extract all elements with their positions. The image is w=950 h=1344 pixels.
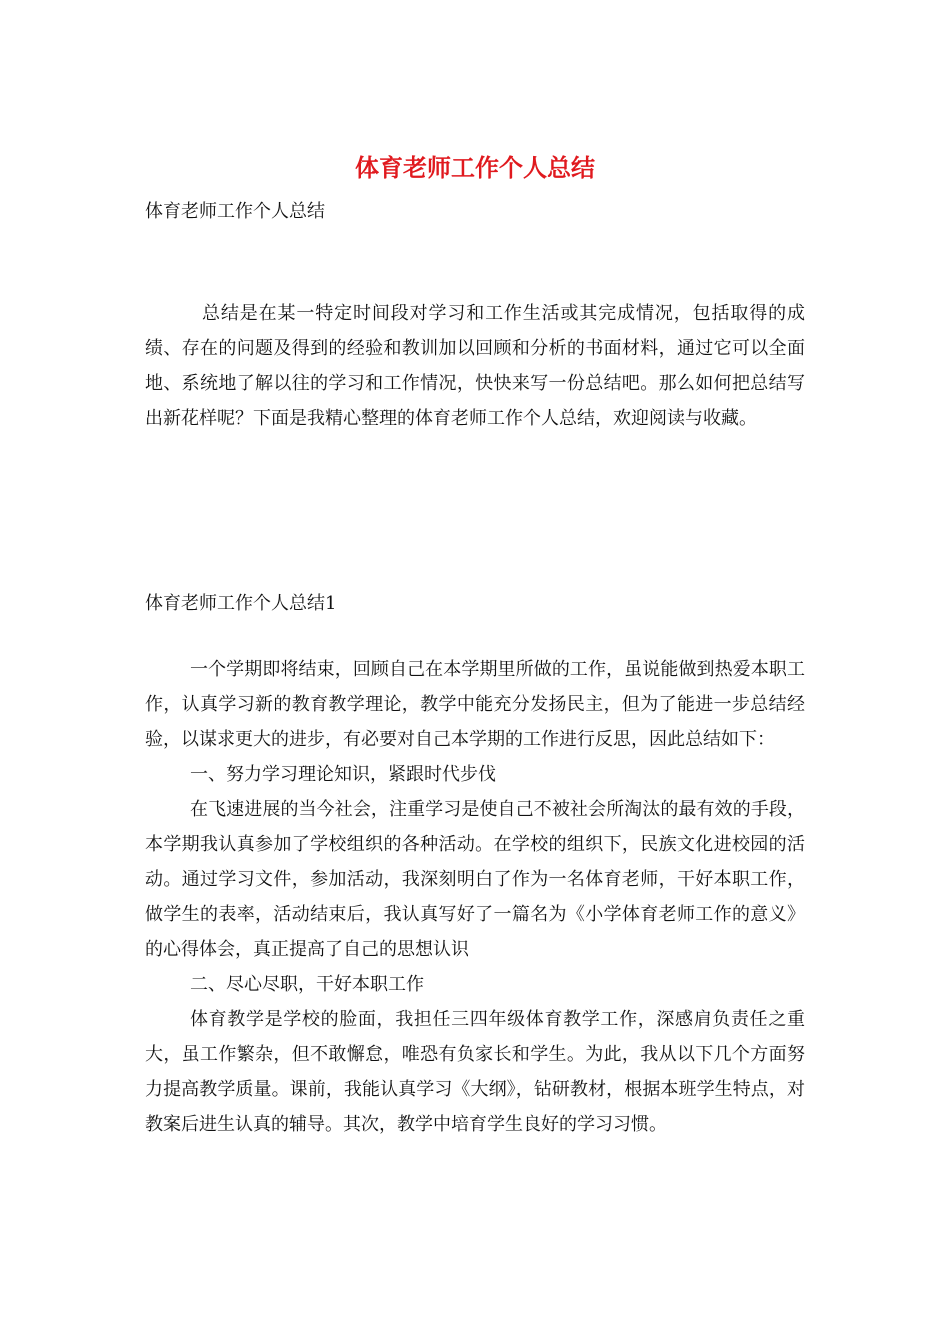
body-paragraph: 一个学期即将结束，回顾自己在本学期里所做的工作，虽说能做到热爱本职工作，认真学习新的教育教学理论，教学中能充分发扬民主，但为了能进一步总结经验，以谋求更大的进步，有必要对自己本学期的工作进行反思，因此总结如下： [145, 659, 805, 750]
body-paragraph: 在飞速进展的当今社会，注重学习是使自己不被社会所淘汰的最有效的手段，本学期我认真参加了学校组织的各种活动。在学校的组织下，民族文化进校园的活动。通过学习文件，参加活动，我深刻明白了作为一名体育老师，干好本职工作，做学生的表率，活动结束后，我认真写好了一篇名为《小学体育老师工作的意义》的心得体会，真正提高了自己的思想认识 [145, 799, 805, 960]
body-paragraph: 体育教学是学校的脸面，我担任三四年级体育教学工作，深感肩负责任之重大，虽工作繁杂，但不敢懈怠，唯恐有负家长和学生。为此，我从以下几个方面努力提高教学质量。课前，我能认真学习《大纲》，钻研教材，根据本班学生特点，对教案后进生认真的辅导。其次，教学中培育学生良好的学习习惯。 [145, 1009, 805, 1135]
section-heading: 体育老师工作个人总结1 [145, 593, 337, 614]
document-subtitle: 体育老师工作个人总结 [145, 201, 325, 222]
subsection-heading: 二、尽心尽职，干好本职工作 [190, 974, 424, 995]
subsection-heading: 一、努力学习理论知识，紧跟时代步伐 [190, 764, 496, 785]
document-title: 体育老师工作个人总结 [355, 153, 595, 182]
section-body [145, 652, 805, 1142]
intro-paragraph: 总结是在某一特定时间段对学习和工作生活或其完成情况，包括取得的成绩、存在的问题及得到的经验和教训加以回顾和分析的书面材料，通过它可以全面地、系统地了解以往的学习和工作情况，快快来写一份总结吧。那么如何把总结写出新花样呢？下面是我精心整理的体育老师工作个人总结，欢迎阅读与收藏。 [145, 303, 805, 429]
